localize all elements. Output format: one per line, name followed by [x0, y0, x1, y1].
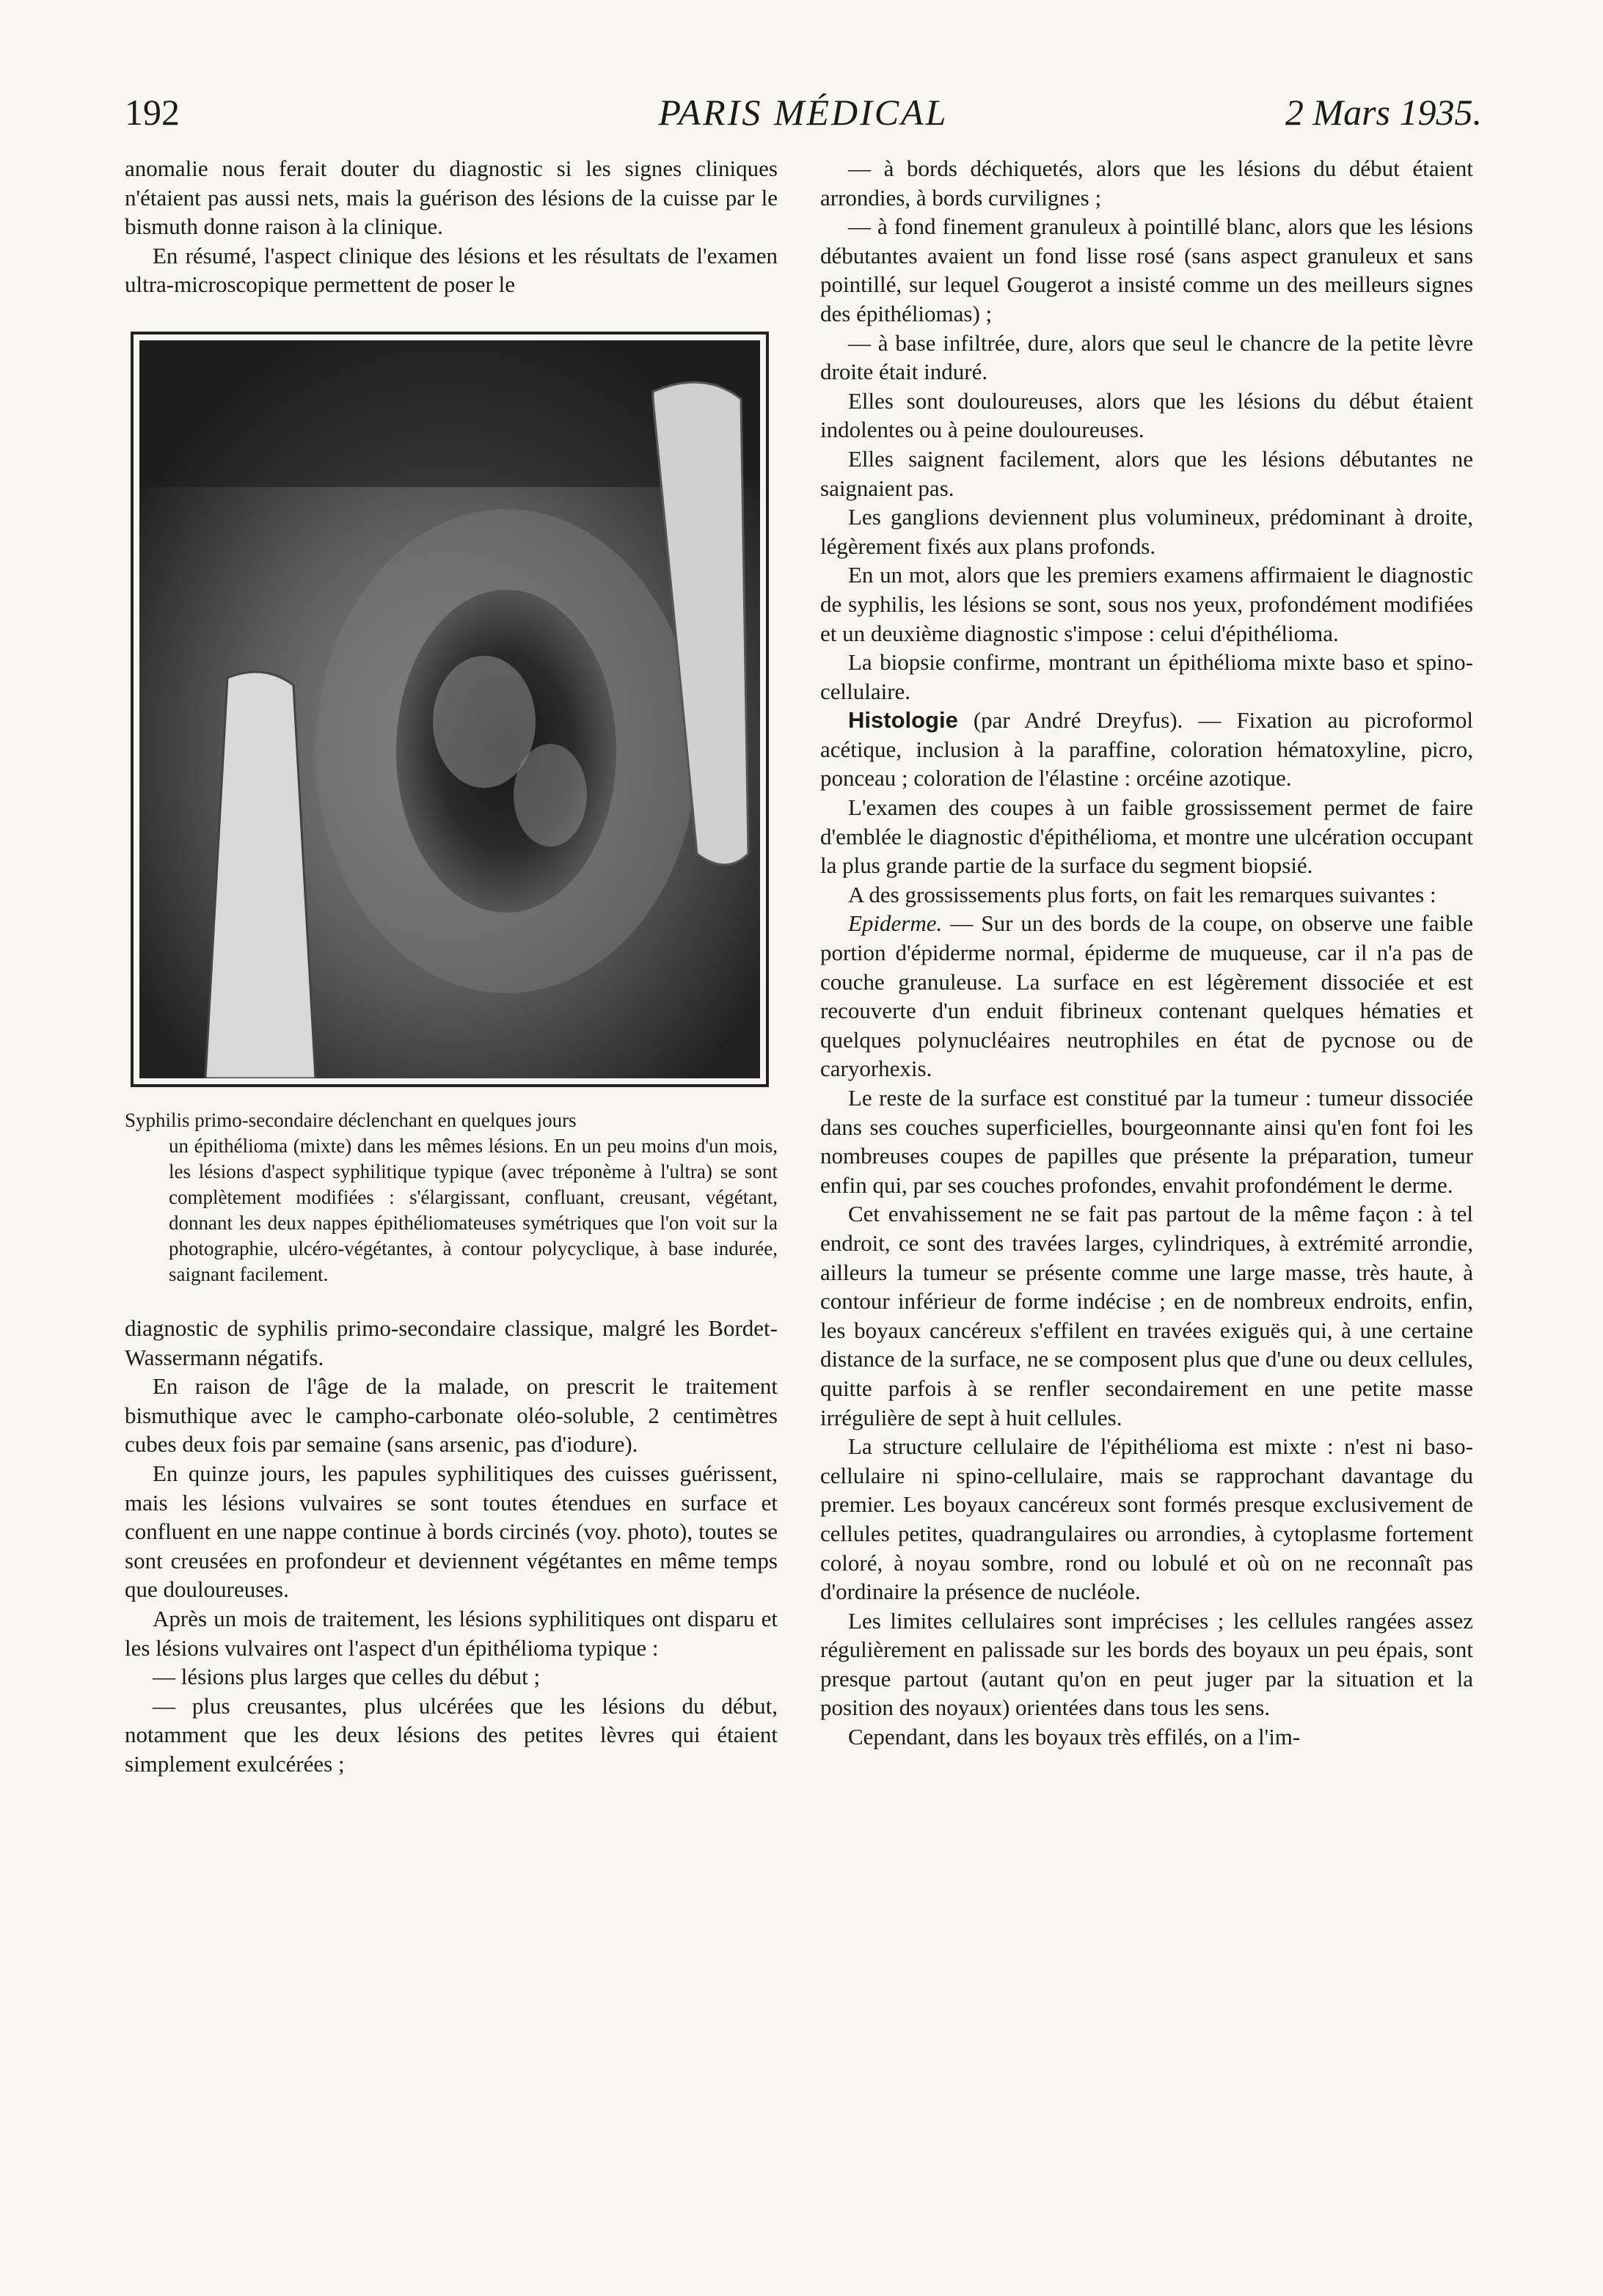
paragraph: A des grossissements plus forts, on fait les remarques suivantes : — [848, 881, 1436, 907]
page-header — [125, 87, 1482, 138]
page-number: 192 — [125, 92, 180, 133]
paragraph: Cependant, dans les boyaux très effilés, on a l'im- — [848, 1724, 1301, 1750]
paragraph: Cet envahissement ne se fait pas partout de la même façon : à tel endroit, ce sont des travées larges, cylindriques, à extrémité arrondie, ailleurs la tumeur se présente comme une large masse, très haute, à contour inférieur de forme indécise ; en de nombreux endroits, enfin, les boyaux cancéreux s'effilent en travées exiguës qui, à une certaine distance de la surface, ne se composent plus que d'une ou deux cellules, quitte parfois à se renfler secondairement en une petite masse irrégulière de sept à huit cellules. — [820, 1201, 1473, 1430]
histology-heading: Histologie — [848, 707, 958, 734]
paragraph: anomalie nous ferait douter du diagnostic si les signes cliniques n'étaient pas aussi nets, mais la guérison des lésions de la cuisse par le bismuth donne raison à la clinique. — [125, 156, 778, 240]
list-item: — à base infiltrée, dure, alors que seul le chancre de la petite lèvre droite était induré. — [820, 329, 1473, 385]
photograph-illustration — [139, 340, 760, 1078]
paragraph: En quinze jours, les papules syphilitiques des cuisses guérissent, mais les lésions vulvaires se sont toutes étendues en surface et confluent en une nappe continue à bords circinés (voy. photo), toutes se sont creusées en profondeur et deviennent végétantes en même temps que douloureuses. — [125, 1460, 778, 1603]
paragraph: Les limites cellulaires sont imprécises ; les cellules rangées assez régulièrement en palissade sur les bords des boyaux un peu épais, sont presque partout (autant qu'on en peut juger par la situation et la position des noyaux) orientées dans tous les sens. — [820, 1607, 1473, 1721]
paragraph: La structure cellulaire de l'épithélioma est mixte : n'est ni baso-cellulaire ni spino-cellulaire, mais se rapprochant davantage du premier. Les boyaux cancéreux sont formés presque exclusivement de cellules petites, quadrangulaires ou arrondies, à cytoplasme fortement coloré, à noyau sombre, rond ou lobulé et où on ne reconnaît pas d'ordinaire la présence de nucléole. — [820, 1433, 1473, 1605]
paragraph: Elles sont douloureuses, alors que les lésions du début étaient indolentes ou à peine douloureuses. — [820, 387, 1473, 443]
figure-caption — [125, 1108, 778, 1287]
journal-title: PARIS MÉDICAL — [658, 92, 949, 133]
epiderme-text: — Sur un des bords de la coupe, on observe une faible portion d'épiderme normal, épiderme de muqueuse, car il n'a pas de couche granuleuse. La surface en est légèrement dissociée et est recouverte d'un enduit fibrineux contenant quelques hématies et quelques polynucléaires neutrophiles en état de pycnose ou de caryorhexis. — [820, 910, 1473, 1082]
clinical-photograph-frame — [131, 332, 769, 1087]
epiderme-heading: Epiderme. — [848, 910, 943, 937]
issue-date: 2 Mars 1935. — [1285, 92, 1482, 133]
paragraph: diagnostic de syphilis primo-secondaire classique, malgré les Bordet-Wassermann négatifs. — [125, 1315, 778, 1370]
paragraph: Les ganglions deviennent plus volumineux, prédominant à droite, légèrement fixés aux plans profonds. — [820, 504, 1473, 559]
paragraph: En raison de l'âge de la malade, on prescrit le traitement bismuthique avec le campho-carbonate oléo-soluble, 2 centimètres cubes deux fois par semaine (sans arsenic, pas d'iodure). — [125, 1373, 778, 1458]
paragraph: Elles saignent facilement, alors que les lésions débutantes ne saignaient pas. — [820, 445, 1473, 501]
paragraph: Après un mois de traitement, les lésions syphilitiques ont disparu et les lésions vulvaires ont l'aspect d'un épithélioma typique : — [125, 1605, 778, 1661]
list-item: — plus creusantes, plus ulcérées que les lésions du début, notamment que les deux lésions des petites lèvres qui étaient simplement exulcérées ; — [125, 1692, 778, 1777]
list-item: — à fond finement granuleux à pointillé blanc, alors que les lésions débutantes avaient un fond lisse rosé (sans aspect granuleux et sans pointillé, sur lequel Gougerot a insisté comme un des meilleurs signes des épithéliomas) ; — [820, 213, 1473, 326]
paragraph: L'examen des coupes à un faible grossissement permet de faire d'emblée le diagnostic d'épithélioma, et montre une ulcération occupant la plus grande partie de la surface du segment biopsié. — [820, 794, 1473, 879]
paragraph: En résumé, l'aspect clinique des lésions et les résultats de l'examen ultra-microscopique permettent de poser le — [125, 242, 778, 298]
list-item: — lésions plus larges que celles du début ; — [153, 1664, 541, 1690]
paragraph: En un mot, alors que les premiers examens affirmaient le diagnostic de syphilis, les lésions se sont, sous nos yeux, profondément modifiées et un deuxième diagnostic s'impose : celui d'épithélioma. — [820, 562, 1473, 646]
list-item: — à bords déchiquetés, alors que les lésions du début étaient arrondies, à bords curvilignes ; — [820, 156, 1473, 211]
histology-paragraph — [820, 706, 1473, 793]
paragraph: Le reste de la surface est constitué par la tumeur : tumeur dissociée dans ses couches superficielles, bourgeonnante ainsi qu'en font foi les nombreuses coupes de papilles que présente la préparation, tumeur enfin qui, par ses couches profondes, envahit profondément le derme. — [820, 1085, 1473, 1198]
caption-first-line: Syphilis primo-secondaire déclenchant en quelques jours — [125, 1108, 577, 1131]
paragraph: La biopsie confirme, montrant un épithélioma mixte baso et spino-cellulaire. — [820, 649, 1473, 704]
caption-body: un épithélioma (mixte) dans les mêmes lésions. En un peu moins d'un mois, les lésions d'aspect syphilitique typique (avec tréponème à l'ultra) se sont complètement modifiées : s'élargissant, confluant, creusant, végétant, donnant les deux nappes épithéliomateuses symétriques que l'on voit sur la photographie, ulcéro-végétantes, à contour polycyclique, à base indurée, saignant facilement. — [169, 1134, 778, 1285]
left-column — [125, 154, 778, 1778]
epiderme-paragraph — [820, 909, 1473, 1083]
clinical-photograph — [139, 340, 760, 1078]
right-column — [820, 154, 1473, 1752]
histology-text: (par André Dreyfus). — Fixation au picroformol acétique, inclusion à la paraffine, coloration hématoxyline, picro, ponceau ; coloration de l'élastine : orcéine azotique. — [820, 707, 1473, 791]
